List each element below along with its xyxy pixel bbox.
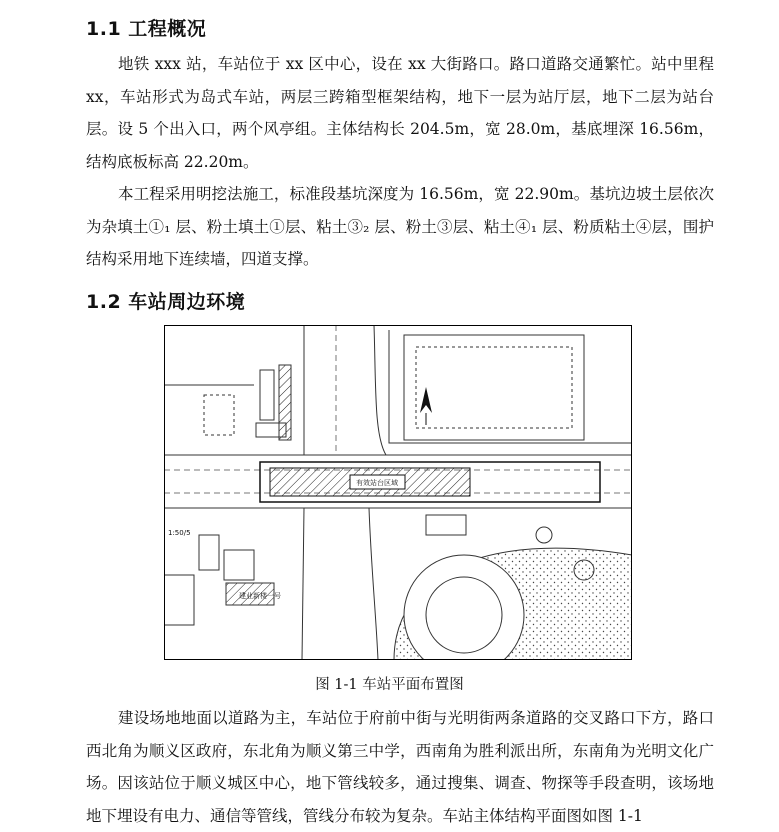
station-plan-drawing xyxy=(164,325,632,660)
station-platform-label: 有效站台区域 xyxy=(356,479,398,487)
figure-caption: 图 1-1 车站平面布置图 xyxy=(315,677,464,693)
sign-left: 1:50/5 xyxy=(168,529,191,537)
station-plan-figure xyxy=(164,325,632,660)
section-1-heading: 1.1 工程概况 xyxy=(86,18,207,40)
section-1-paragraph-2: 本工程采用明挖法施工，标准段基坑深度为 16.56m，宽 22.90m。基坑边坡土层依次为杂填土①₁ 层、粉土填土①层、粘土③₂ 层、粉土③层、粘土④₁ 层、粉质粘土④层，围护结构采用地下连续墙，四道支撑。 xyxy=(86,185,714,268)
north-west-blocks xyxy=(164,365,291,440)
south-east-plaza xyxy=(394,515,632,660)
building-label: 建业新楼一号 xyxy=(239,592,281,600)
south-west-buildings xyxy=(164,535,274,625)
north-arrow xyxy=(420,387,432,425)
section-2-paragraph: 建设场地地面以道路为主，车站位于府前中街与光明街两条道路的交叉路口下方，路口西北角为顺义区政府，东北角为顺义第三中学，西南角为胜利派出所，东南角为光明文化广场。因该站位于顺义城区中心，地下管线较多，通过搜集、调查、物探等手段查明，该场地地下埋设有电力、通信等管线，管线分布较为复杂。车站主体结构平面图如图 1-1 xyxy=(86,709,714,825)
north-east-block xyxy=(389,330,632,443)
section-1-paragraph-1: 地铁 xxx 站，车站位于 xx 区中心，设在 xx 大街路口。路口道路交通繁忙。站中里程 xx，车站形式为岛式车站，两层三跨箱型框架结构，地下一层为站厅层，地下二层为站台层。设 5 个出入口，两个风亭组。主体结构长 204.5m，宽 28.0m，基底埋深 16.56m，结构底板标高 22.20m。 xyxy=(86,55,714,171)
section-2-heading: 1.2 车站周边环境 xyxy=(86,291,246,313)
